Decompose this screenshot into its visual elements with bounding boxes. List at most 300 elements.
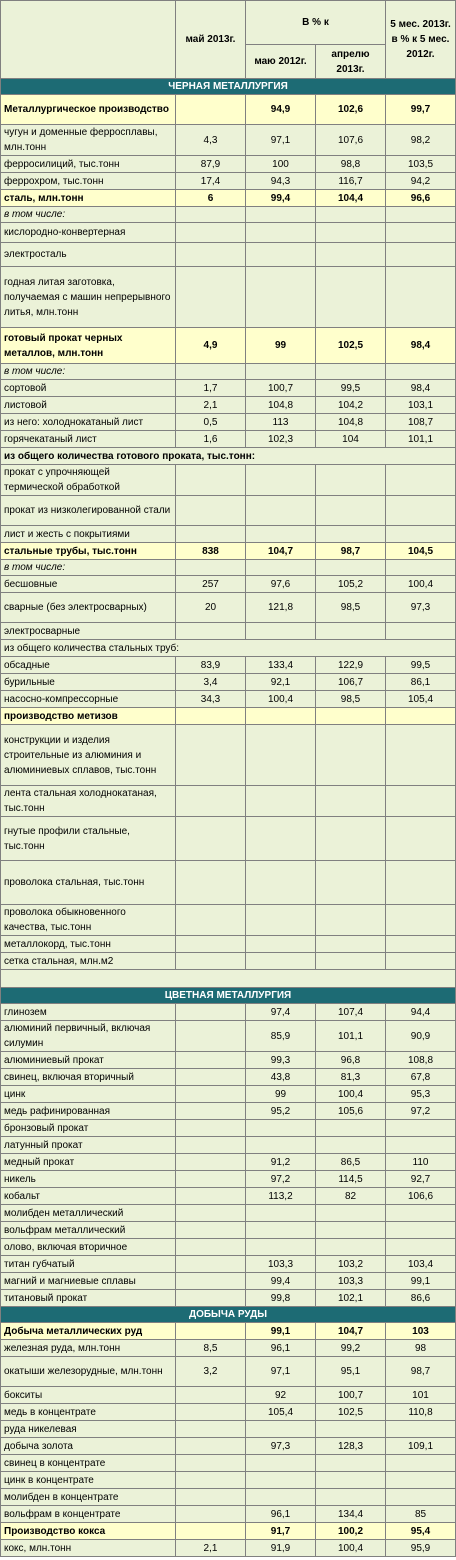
row-label: чугун и доменные ферросплавы, млн.тонн [1,125,176,156]
cell-5-months: 67,8 [386,1069,456,1086]
cell-vs-may-2012 [246,207,316,223]
cell-5-months [386,725,456,786]
cell-vs-april-2013: 99,5 [316,380,386,397]
cell-vs-may-2012: 100 [246,156,316,173]
cell-may-2013 [176,817,246,861]
table-row [1,861,456,905]
cell-5-months: 98 [386,1340,456,1357]
cell-may-2013: 8,5 [176,1340,246,1357]
cell-vs-may-2012 [246,364,316,380]
cell-vs-may-2012: 99 [246,328,316,364]
cell-5-months: 106,6 [386,1188,456,1205]
cell-vs-april-2013 [316,267,386,328]
row-label: в том числе: [1,207,176,223]
cell-vs-may-2012 [246,1472,316,1489]
cell-may-2013 [176,1523,246,1540]
cell-may-2013 [176,786,246,817]
table-row [1,1387,456,1404]
cell-may-2013 [176,267,246,328]
cell-5-months [386,465,456,496]
row-label: алюминий первичный, включая силумин [1,1021,176,1052]
row-label: гнутые профили стальные, тыс.тонн [1,817,176,861]
row-label: сортовой [1,380,176,397]
cell-vs-april-2013: 105,2 [316,576,386,593]
cell-vs-april-2013: 104,4 [316,190,386,207]
section-header [1,1307,456,1323]
row-label: молибден в концентрате [1,1489,176,1506]
cell-vs-april-2013 [316,1205,386,1222]
cell-may-2013 [176,905,246,936]
cell-vs-april-2013: 81,3 [316,1069,386,1086]
table-row [1,95,456,125]
cell-vs-may-2012 [246,1120,316,1137]
cell-may-2013: 4,9 [176,328,246,364]
table-row [1,267,456,328]
header-vs-may-2012: маю 2012г. [246,45,316,79]
table-row [1,1438,456,1455]
cell-may-2013 [176,1205,246,1222]
cell-5-months [386,1472,456,1489]
cell-vs-april-2013: 98,8 [316,156,386,173]
cell-5-months [386,1205,456,1222]
cell-may-2013 [176,953,246,970]
cell-5-months: 110 [386,1154,456,1171]
cell-may-2013: 0,5 [176,414,246,431]
cell-vs-april-2013: 116,7 [316,173,386,190]
cell-vs-may-2012: 121,8 [246,593,316,623]
blank-row [1,970,456,988]
cell-vs-april-2013 [316,623,386,640]
cell-vs-april-2013 [316,905,386,936]
cell-5-months [386,1120,456,1137]
cell-5-months: 86,1 [386,674,456,691]
cell-5-months [386,708,456,725]
cell-may-2013 [176,1103,246,1120]
cell-vs-may-2012: 113,2 [246,1188,316,1205]
table-row [1,1404,456,1421]
header-corner [1,1,176,79]
cell-vs-may-2012: 99,4 [246,190,316,207]
cell-5-months [386,1222,456,1239]
table-row [1,657,456,674]
cell-5-months: 98,7 [386,1357,456,1387]
cell-5-months: 97,3 [386,593,456,623]
row-label: свинец, включая вторичный [1,1069,176,1086]
cell-vs-april-2013: 105,6 [316,1103,386,1120]
cell-vs-may-2012: 113 [246,414,316,431]
cell-may-2013: 6 [176,190,246,207]
cell-may-2013 [176,1438,246,1455]
cell-vs-april-2013: 107,6 [316,125,386,156]
cell-5-months [386,364,456,380]
row-label: сталь, млн.тонн [1,190,176,207]
table-row [1,496,456,526]
cell-may-2013 [176,1256,246,1273]
table-row [1,1455,456,1472]
table-row [1,543,456,560]
cell-may-2013 [176,708,246,725]
row-label: годная литая заготовка, получаемая с машин непрерывного литья, млн.тонн [1,267,176,328]
cell-vs-may-2012: 97,4 [246,1004,316,1021]
cell-vs-may-2012: 91,9 [246,1540,316,1557]
row-label: производство метизов [1,708,176,725]
cell-5-months: 99,7 [386,95,456,125]
table-row [1,1421,456,1438]
section-title: ДОБЫЧА РУДЫ [1,1307,456,1323]
cell-vs-april-2013 [316,526,386,543]
cell-vs-may-2012: 92 [246,1387,316,1404]
row-label: сварные (без электросварных) [1,593,176,623]
cell-5-months: 90,9 [386,1021,456,1052]
row-label: в том числе: [1,560,176,576]
cell-vs-may-2012 [246,1455,316,1472]
cell-vs-may-2012 [246,1137,316,1154]
table-row [1,156,456,173]
cell-5-months: 103,4 [386,1256,456,1273]
table-row [1,364,456,380]
cell-vs-april-2013: 102,6 [316,95,386,125]
cell-may-2013 [176,243,246,267]
cell-5-months: 94,4 [386,1004,456,1021]
cell-vs-may-2012: 97,1 [246,1357,316,1387]
cell-vs-may-2012: 104,7 [246,543,316,560]
cell-5-months: 95,3 [386,1086,456,1103]
cell-vs-april-2013: 96,8 [316,1052,386,1069]
cell-vs-april-2013 [316,1489,386,1506]
row-label: бурильные [1,674,176,691]
cell-5-months: 101 [386,1387,456,1404]
cell-may-2013 [176,1489,246,1506]
row-label: стальные трубы, тыс.тонн [1,543,176,560]
cell-may-2013 [176,1171,246,1188]
cell-5-months: 103 [386,1323,456,1340]
cell-vs-april-2013 [316,1239,386,1256]
cell-vs-april-2013: 103,2 [316,1256,386,1273]
cell-vs-may-2012 [246,1489,316,1506]
section-title: ЧЕРНАЯ МЕТАЛЛУРГИЯ [1,79,456,95]
row-label: прокат с упрочняющей термической обработкой [1,465,176,496]
cell-may-2013: 83,9 [176,657,246,674]
table-row [1,465,456,496]
table-row [1,1273,456,1290]
table-row [1,953,456,970]
cell-may-2013: 34,3 [176,691,246,708]
cell-vs-april-2013 [316,496,386,526]
cell-vs-may-2012: 99,4 [246,1273,316,1290]
cell-vs-april-2013 [316,708,386,725]
table-row [1,1205,456,1222]
table-row [1,1120,456,1137]
row-label: Добыча металлических руд [1,1323,176,1340]
cell-vs-april-2013 [316,936,386,953]
cell-vs-april-2013: 128,3 [316,1438,386,1455]
row-label: добыча золота [1,1438,176,1455]
row-label: вольфрам металлический [1,1222,176,1239]
cell-may-2013 [176,1239,246,1256]
cell-vs-may-2012: 100,7 [246,380,316,397]
cell-5-months [386,936,456,953]
cell-vs-may-2012 [246,1239,316,1256]
blank-cell [1,970,456,988]
subheading-row [1,448,456,465]
table-row [1,1052,456,1069]
cell-5-months: 98,2 [386,125,456,156]
cell-may-2013: 87,9 [176,156,246,173]
cell-may-2013 [176,1323,246,1340]
cell-vs-april-2013 [316,861,386,905]
cell-vs-may-2012: 102,3 [246,431,316,448]
cell-5-months: 95,9 [386,1540,456,1557]
cell-vs-april-2013 [316,817,386,861]
table-row [1,1004,456,1021]
row-label: ферросилиций, тыс.тонн [1,156,176,173]
table-row [1,414,456,431]
cell-vs-april-2013: 104,8 [316,414,386,431]
table-row [1,1086,456,1103]
cell-vs-may-2012: 99 [246,1086,316,1103]
cell-5-months [386,1137,456,1154]
cell-5-months [386,560,456,576]
cell-5-months: 105,4 [386,691,456,708]
cell-vs-april-2013 [316,223,386,243]
cell-may-2013: 4,3 [176,125,246,156]
subheading-label: из общего количества стальных труб: [1,640,456,657]
row-label: медь в концентрате [1,1404,176,1421]
cell-may-2013 [176,936,246,953]
cell-vs-may-2012 [246,861,316,905]
table-row [1,1021,456,1052]
cell-5-months [386,623,456,640]
cell-may-2013 [176,207,246,223]
row-label: окатыши железорудные, млн.тонн [1,1357,176,1387]
table-row [1,1340,456,1357]
row-label: сетка стальная, млн.м2 [1,953,176,970]
cell-vs-april-2013: 99,2 [316,1340,386,1357]
cell-vs-may-2012: 96,1 [246,1506,316,1523]
cell-may-2013 [176,1188,246,1205]
cell-vs-may-2012: 94,9 [246,95,316,125]
cell-vs-april-2013: 106,7 [316,674,386,691]
row-label: вольфрам в концентрате [1,1506,176,1523]
row-label: магний и магниевые сплавы [1,1273,176,1290]
cell-may-2013 [176,1120,246,1137]
cell-vs-may-2012 [246,560,316,576]
cell-5-months [386,786,456,817]
table-row [1,936,456,953]
cell-may-2013 [176,1154,246,1171]
cell-vs-april-2013: 100,2 [316,1523,386,1540]
table-row [1,1154,456,1171]
subheading-row [1,640,456,657]
cell-5-months: 97,2 [386,1103,456,1120]
cell-may-2013 [176,623,246,640]
table-row [1,1103,456,1120]
cell-vs-april-2013 [316,1120,386,1137]
cell-5-months [386,223,456,243]
cell-5-months: 85 [386,1506,456,1523]
cell-vs-april-2013 [316,725,386,786]
cell-may-2013 [176,364,246,380]
row-label: олово, включая вторичное [1,1239,176,1256]
cell-5-months: 99,5 [386,657,456,674]
row-label: руда никелевая [1,1421,176,1438]
section-header [1,79,456,95]
cell-5-months: 98,4 [386,328,456,364]
table-row [1,1357,456,1387]
cell-vs-may-2012 [246,725,316,786]
cell-5-months: 103,1 [386,397,456,414]
table-row [1,526,456,543]
cell-5-months: 100,4 [386,576,456,593]
cell-may-2013 [176,1404,246,1421]
row-label: железная руда, млн.тонн [1,1340,176,1357]
cell-vs-may-2012: 99,3 [246,1052,316,1069]
cell-vs-april-2013: 103,3 [316,1273,386,1290]
cell-5-months [386,526,456,543]
cell-vs-april-2013 [316,207,386,223]
cell-may-2013: 838 [176,543,246,560]
cell-vs-april-2013 [316,1222,386,1239]
row-label: феррохром, тыс.тонн [1,173,176,190]
row-label: цинк в концентрате [1,1472,176,1489]
table-row [1,1523,456,1540]
row-label: электросталь [1,243,176,267]
cell-vs-april-2013: 134,4 [316,1506,386,1523]
cell-vs-april-2013 [316,364,386,380]
cell-may-2013 [176,560,246,576]
cell-vs-may-2012: 96,1 [246,1340,316,1357]
header-vs-april-2013: апрелю 2013г. [316,45,386,79]
row-label: титановый прокат [1,1290,176,1307]
cell-vs-may-2012: 85,9 [246,1021,316,1052]
cell-vs-april-2013: 100,4 [316,1086,386,1103]
cell-vs-april-2013 [316,1455,386,1472]
cell-vs-may-2012: 91,7 [246,1523,316,1540]
cell-may-2013: 17,4 [176,173,246,190]
row-label: латунный прокат [1,1137,176,1154]
header-may-2013: май 2013г. [176,1,246,79]
cell-5-months [386,1455,456,1472]
cell-vs-april-2013: 98,7 [316,543,386,560]
cell-may-2013 [176,861,246,905]
cell-may-2013: 1,6 [176,431,246,448]
cell-may-2013 [176,1290,246,1307]
row-label: кобальт [1,1188,176,1205]
cell-5-months: 98,4 [386,380,456,397]
cell-vs-may-2012: 94,3 [246,173,316,190]
cell-vs-may-2012 [246,496,316,526]
cell-vs-april-2013: 82 [316,1188,386,1205]
cell-vs-april-2013: 104,7 [316,1323,386,1340]
section-header [1,988,456,1004]
row-label: лист и жесть с покрытиями [1,526,176,543]
cell-vs-april-2013: 102,5 [316,1404,386,1421]
table-row [1,1171,456,1188]
cell-vs-may-2012 [246,1421,316,1438]
cell-vs-april-2013 [316,1421,386,1438]
row-label: медный прокат [1,1154,176,1171]
cell-5-months: 92,7 [386,1171,456,1188]
table-row [1,328,456,364]
table-row [1,623,456,640]
table-row [1,674,456,691]
table-row [1,1188,456,1205]
table-row [1,380,456,397]
cell-vs-may-2012 [246,953,316,970]
row-label: кислородно-конвертерная [1,223,176,243]
cell-may-2013: 3,4 [176,674,246,691]
header-5-months: 5 мес. 2013г. в % к 5 мес. 2012г. [386,1,456,79]
cell-vs-may-2012: 104,8 [246,397,316,414]
cell-5-months: 95,4 [386,1523,456,1540]
cell-may-2013 [176,1472,246,1489]
cell-vs-may-2012: 105,4 [246,1404,316,1421]
cell-vs-april-2013: 100,7 [316,1387,386,1404]
header-pct-group: В % к [246,1,386,45]
cell-may-2013 [176,1421,246,1438]
table-row [1,431,456,448]
cell-may-2013 [176,1021,246,1052]
cell-vs-april-2013 [316,465,386,496]
row-label: свинец в концентрате [1,1455,176,1472]
table-row [1,1222,456,1239]
cell-vs-may-2012: 43,8 [246,1069,316,1086]
row-label: алюминиевый прокат [1,1052,176,1069]
row-label: бронзовый прокат [1,1120,176,1137]
row-label: горячекатаный лист [1,431,176,448]
table-row [1,173,456,190]
cell-vs-april-2013: 98,5 [316,691,386,708]
cell-may-2013 [176,465,246,496]
cell-5-months [386,243,456,267]
cell-vs-april-2013: 102,1 [316,1290,386,1307]
cell-vs-april-2013 [316,1472,386,1489]
cell-vs-april-2013 [316,786,386,817]
cell-5-months [386,861,456,905]
cell-vs-may-2012 [246,708,316,725]
row-label: обсадные [1,657,176,674]
cell-5-months: 103,5 [386,156,456,173]
row-label: проволока стальная, тыс.тонн [1,861,176,905]
row-label: медь рафинированная [1,1103,176,1120]
table-row [1,1506,456,1523]
cell-vs-may-2012 [246,786,316,817]
cell-5-months: 104,5 [386,543,456,560]
cell-may-2013: 2,1 [176,1540,246,1557]
table-row [1,1290,456,1307]
row-label: из него: холоднокатаный лист [1,414,176,431]
cell-vs-april-2013: 98,5 [316,593,386,623]
header-row [1,1,456,45]
cell-vs-may-2012: 103,3 [246,1256,316,1273]
cell-vs-april-2013: 100,4 [316,1540,386,1557]
row-label: листовой [1,397,176,414]
cell-vs-may-2012 [246,267,316,328]
row-label: насосно-компрессорные [1,691,176,708]
cell-may-2013 [176,1455,246,1472]
cell-vs-april-2013: 107,4 [316,1004,386,1021]
table-row [1,243,456,267]
cell-vs-april-2013 [316,1137,386,1154]
row-label: лента стальная холоднокатаная, тыс.тонн [1,786,176,817]
cell-vs-may-2012: 133,4 [246,657,316,674]
cell-vs-april-2013 [316,953,386,970]
cell-5-months: 109,1 [386,1438,456,1455]
table-row [1,576,456,593]
table-body [1,1,456,1557]
table-row [1,691,456,708]
table-row [1,560,456,576]
